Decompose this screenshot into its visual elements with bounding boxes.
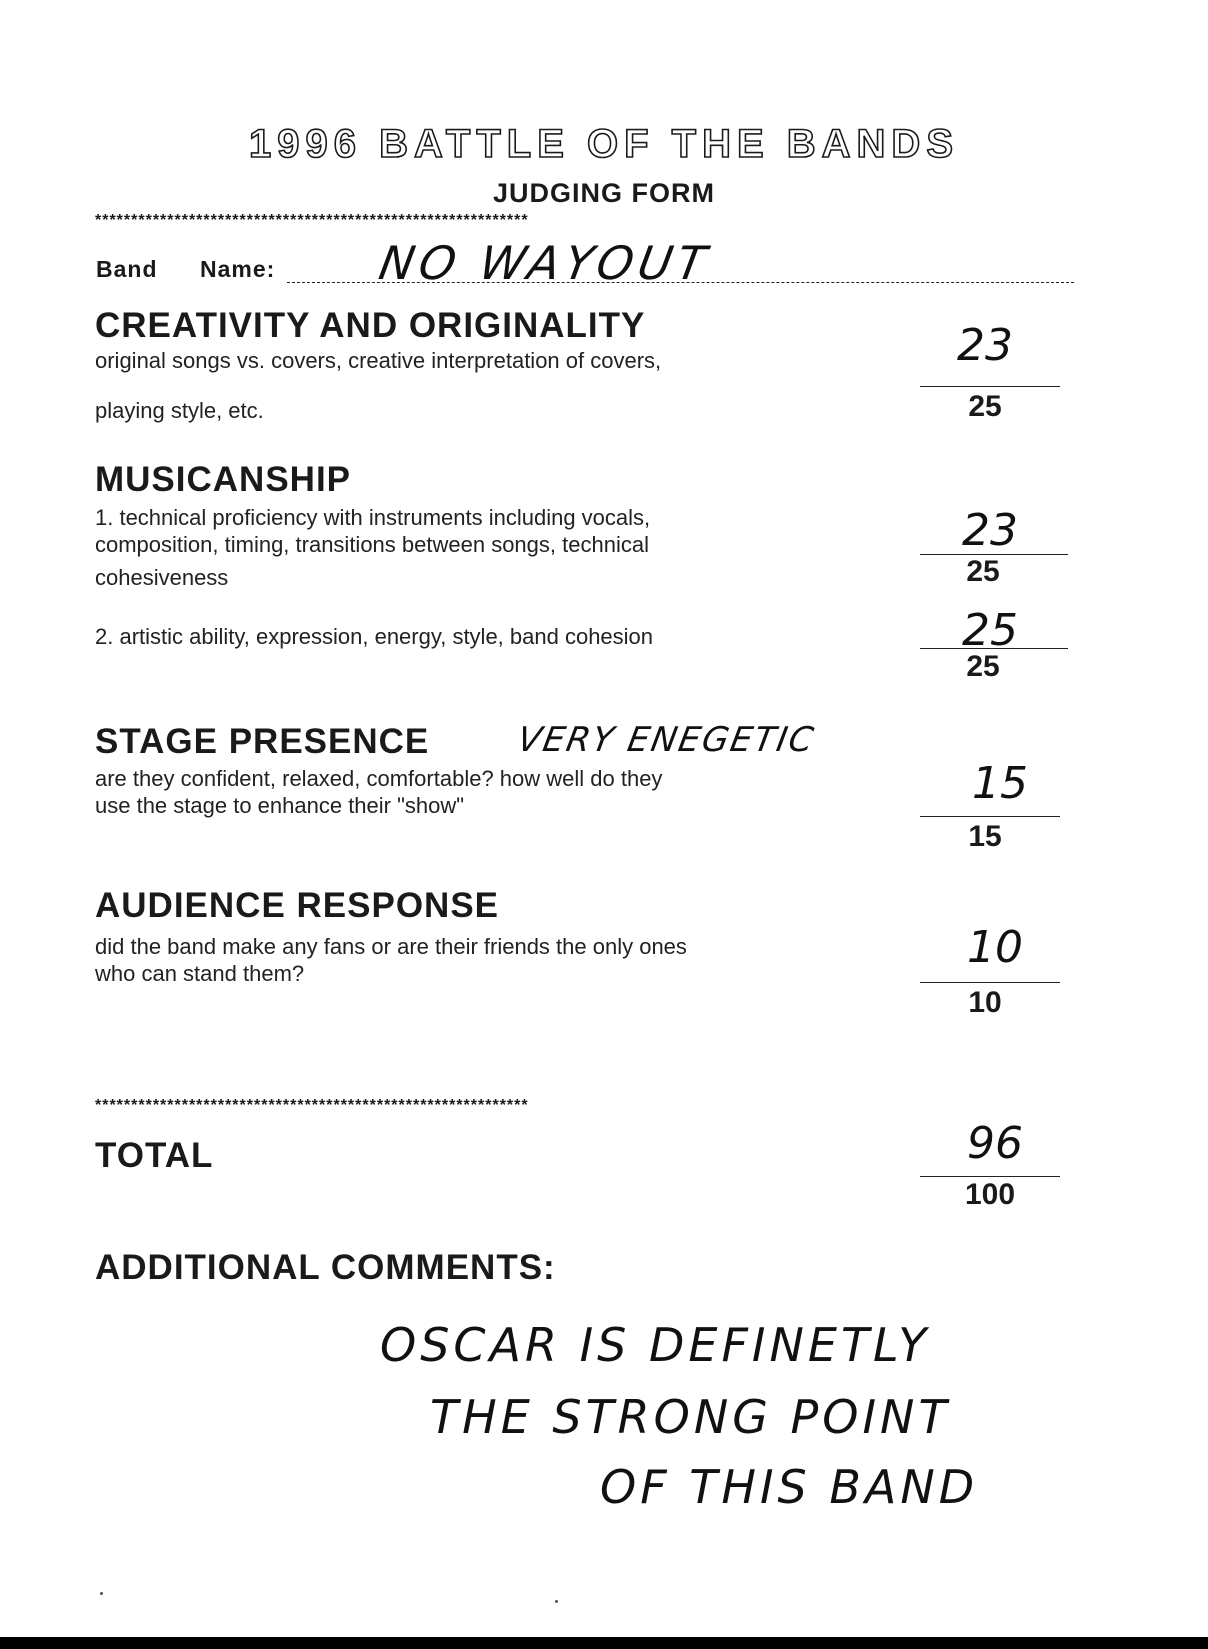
- scan-speck: [100, 1592, 103, 1595]
- musicianship-item2-text: 2. artistic ability, expression, energy, style, band cohesion: [95, 624, 654, 649]
- form-subtitle: JUDGING FORM: [492, 178, 715, 208]
- stage-desc-line2: use the stage to enhance their "show": [95, 793, 465, 818]
- stage-note: VERY ENEGETIC: [514, 720, 819, 760]
- audience-desc-line2: who can stand them?: [95, 961, 305, 986]
- creativity-heading: CREATIVITY AND ORIGINALITY: [95, 306, 646, 345]
- total-score: 96: [967, 1118, 1023, 1169]
- stage-rule: [920, 816, 1060, 817]
- audience-max: 10: [968, 986, 1002, 1019]
- separator-top: ************************************************************: [95, 212, 529, 229]
- name-label: Name:: [200, 256, 276, 282]
- stage-score: 15: [972, 758, 1028, 809]
- band-name-value: NO WAYOUT: [375, 236, 715, 290]
- total-max: 100: [964, 1178, 1016, 1211]
- creativity-score: 23: [957, 320, 1013, 371]
- musicianship-item2-score: 25: [962, 605, 1018, 656]
- band-label: Band: [96, 256, 158, 282]
- scan-speck: [555, 1600, 558, 1603]
- audience-rule: [920, 982, 1060, 983]
- creativity-max: 25: [968, 390, 1002, 423]
- creativity-rule: [920, 386, 1060, 387]
- musicianship-item1-line1: 1. technical proficiency with instruments including vocals,: [95, 505, 651, 530]
- form-title: 1996 BATTLE OF THE BANDS: [249, 122, 959, 166]
- separator-bottom: ************************************************************: [95, 1097, 529, 1114]
- stage-desc-line1: are they confident, relaxed, comfortable? how well do they: [95, 766, 663, 791]
- musicianship-heading: MUSICANSHIP: [95, 460, 352, 499]
- audience-heading: AUDIENCE RESPONSE: [95, 886, 500, 925]
- musicianship-item2-rule: [920, 648, 1068, 649]
- creativity-desc-line1: original songs vs. covers, creative interpretation of covers,: [95, 348, 662, 373]
- stage-max: 15: [968, 820, 1002, 853]
- total-rule: [920, 1176, 1060, 1177]
- audience-score: 10: [967, 922, 1023, 973]
- comment-line1: OSCAR IS DEFINETLY: [380, 1318, 931, 1372]
- audience-desc-line1: did the band make any fans or are their friends the only ones: [95, 934, 687, 959]
- stage-heading: STAGE PRESENCE: [95, 722, 430, 761]
- comments-heading: ADDITIONAL COMMENTS:: [95, 1248, 556, 1287]
- musicianship-item1-score: 23: [962, 505, 1018, 556]
- musicianship-item1-line3: cohesiveness: [95, 565, 229, 590]
- creativity-desc-line2: playing style, etc.: [95, 398, 264, 423]
- scan-edge-bar: [0, 1637, 1208, 1649]
- comment-line3: OF THIS BAND: [600, 1460, 979, 1514]
- total-label: TOTAL: [95, 1136, 214, 1175]
- musicianship-item1-line2: composition, timing, transitions between songs, technical: [95, 532, 649, 557]
- musicianship-item2-max: 25: [966, 650, 1000, 683]
- comment-line2: THE STRONG POINT: [430, 1390, 951, 1444]
- musicianship-item1-max: 25: [966, 555, 1000, 588]
